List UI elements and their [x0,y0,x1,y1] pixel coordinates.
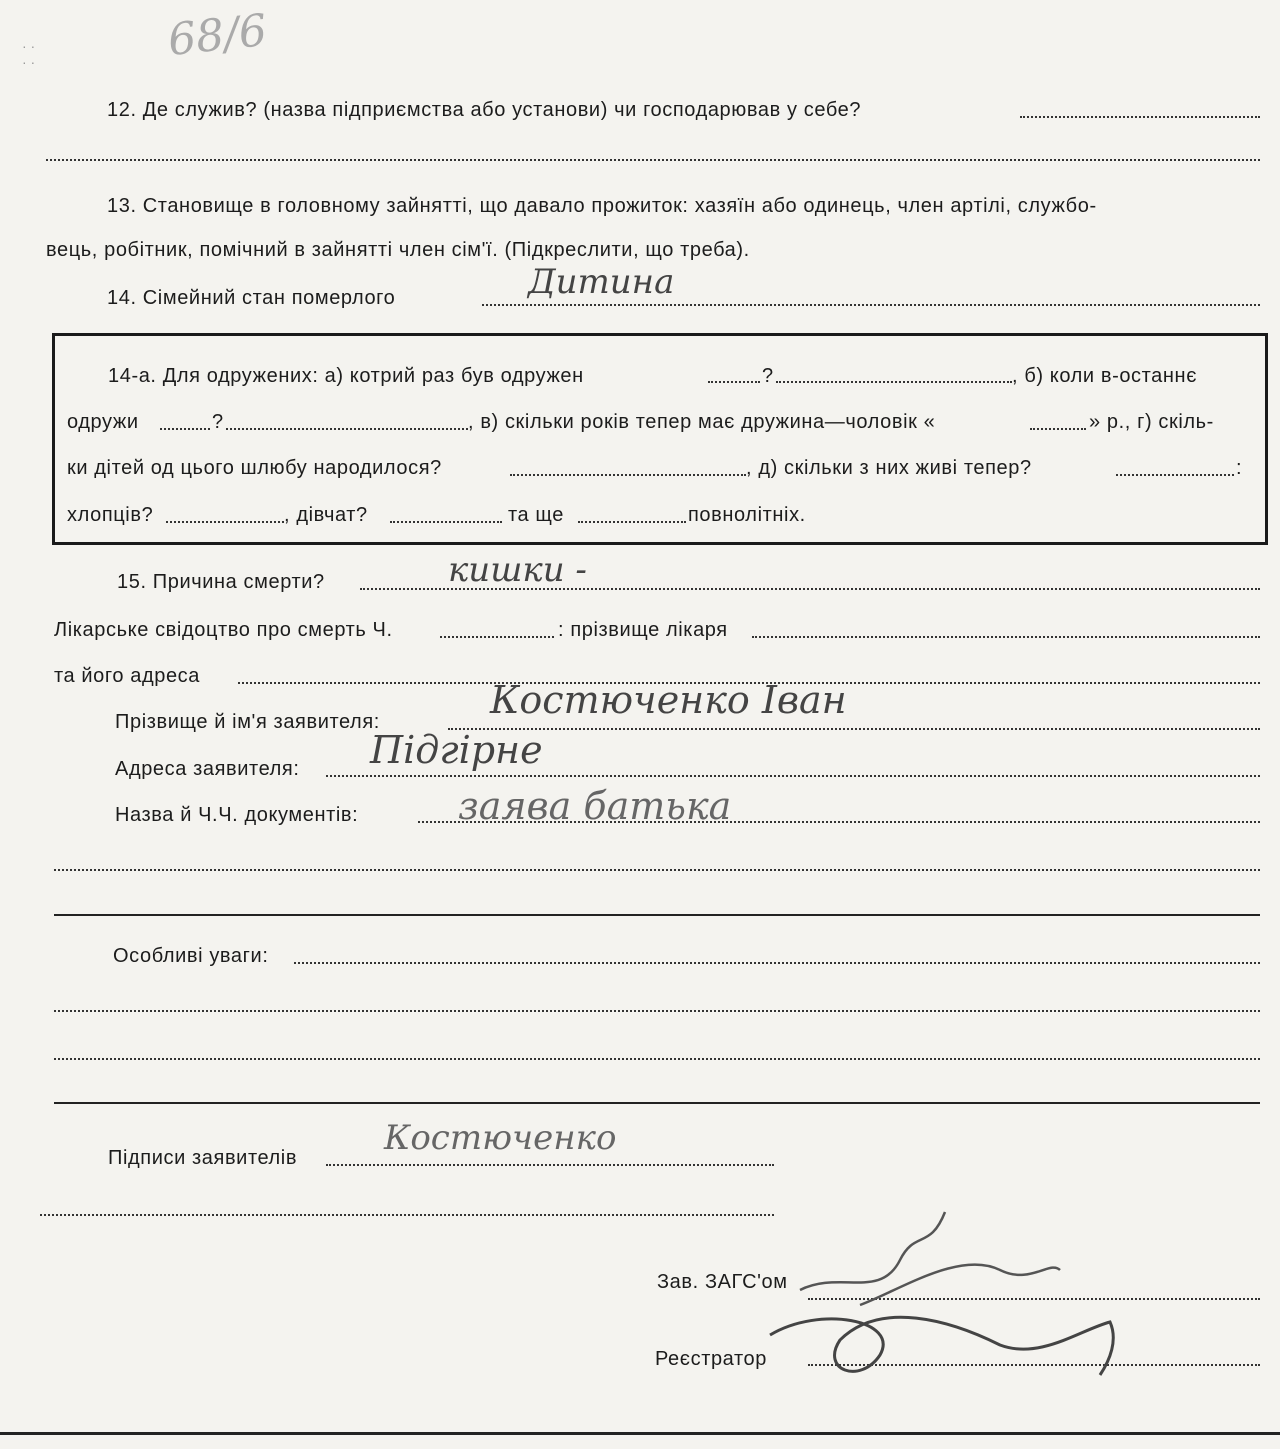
applicant-docs-label: Назва й Ч.Ч. документів: [115,804,359,826]
q14a-line2-label: одружи [67,411,139,433]
q14a-line2-mid: , в) скільки років тепер має дружина—чоловік « [468,411,936,433]
applicant-address-value: Підгірне [370,728,543,772]
q14a-line1-q: ? [762,365,774,387]
doctor-name-label: : прізвище лікаря [558,619,728,641]
applicant-signature: Костюченко [384,1118,617,1158]
q14a-line3-end: : [1236,457,1243,479]
applicant-address-label: Адреса заявителя: [115,758,300,780]
corner-marks: · · · · [22,38,36,70]
doctor-certificate-label: Лікарське свідоцтво про смерть Ч. [54,619,393,641]
archive-mark: 68/6 [165,4,270,67]
page-bottom-border [0,1432,1280,1435]
q15-label: 15. Причина смерти? [117,571,325,593]
q14a-line4-girls: , дівчат? [284,504,368,526]
q13-line2: вець, робітник, помічний в зайнятті член сім'ї. (Підкреслити, що треба). [46,239,750,261]
q14a-line2-end: » р., г) скіль- [1089,411,1214,433]
q14a-line4-more: та ще [508,504,564,526]
remarks-label: Особливі уваги: [113,945,269,967]
q14a-line1-rest: , б) коли в-останнє [1012,365,1198,387]
q14a-line1-label: 14-а. Для одружених: а) котрий раз був одружен [108,365,584,387]
q14-handwritten-answer: Дитина [528,262,675,302]
zags-head-label: Зав. ЗАГС'ом [657,1271,788,1293]
registrar-label: Реєстратор [655,1348,767,1370]
q14a-line4-adults: повнолітніх. [688,504,806,526]
applicant-docs-value: заява батька [458,784,732,828]
applicant-name-value: Костюченко Іван [490,678,847,722]
q12-label: 12. Де служив? (назва підприємства або установи) чи господарював у себе? [107,99,862,121]
q14a-line4-boys: хлопців? [67,504,154,526]
doctor-address-label: та його адреса [54,665,201,687]
q14a-line2-q: ? [212,411,224,433]
applicant-signatures-label: Підписи заявителів [108,1147,298,1169]
q14a-line3-mid: , д) скільки з них живі тепер? [746,457,1032,479]
q14a-line3-label: ки дітей од цього шлюбу народилося? [67,457,442,479]
applicant-name-label: Прізвище й ім'я заявителя: [115,711,380,733]
q15-handwritten-answer: кишки - [448,550,587,590]
q14-label: 14. Сімейний стан померлого [107,287,396,309]
q13-line1: 13. Становище в головному зайнятті, що давало прожиток: хазяїн або одинець, член артілі, службо- [107,195,1097,217]
